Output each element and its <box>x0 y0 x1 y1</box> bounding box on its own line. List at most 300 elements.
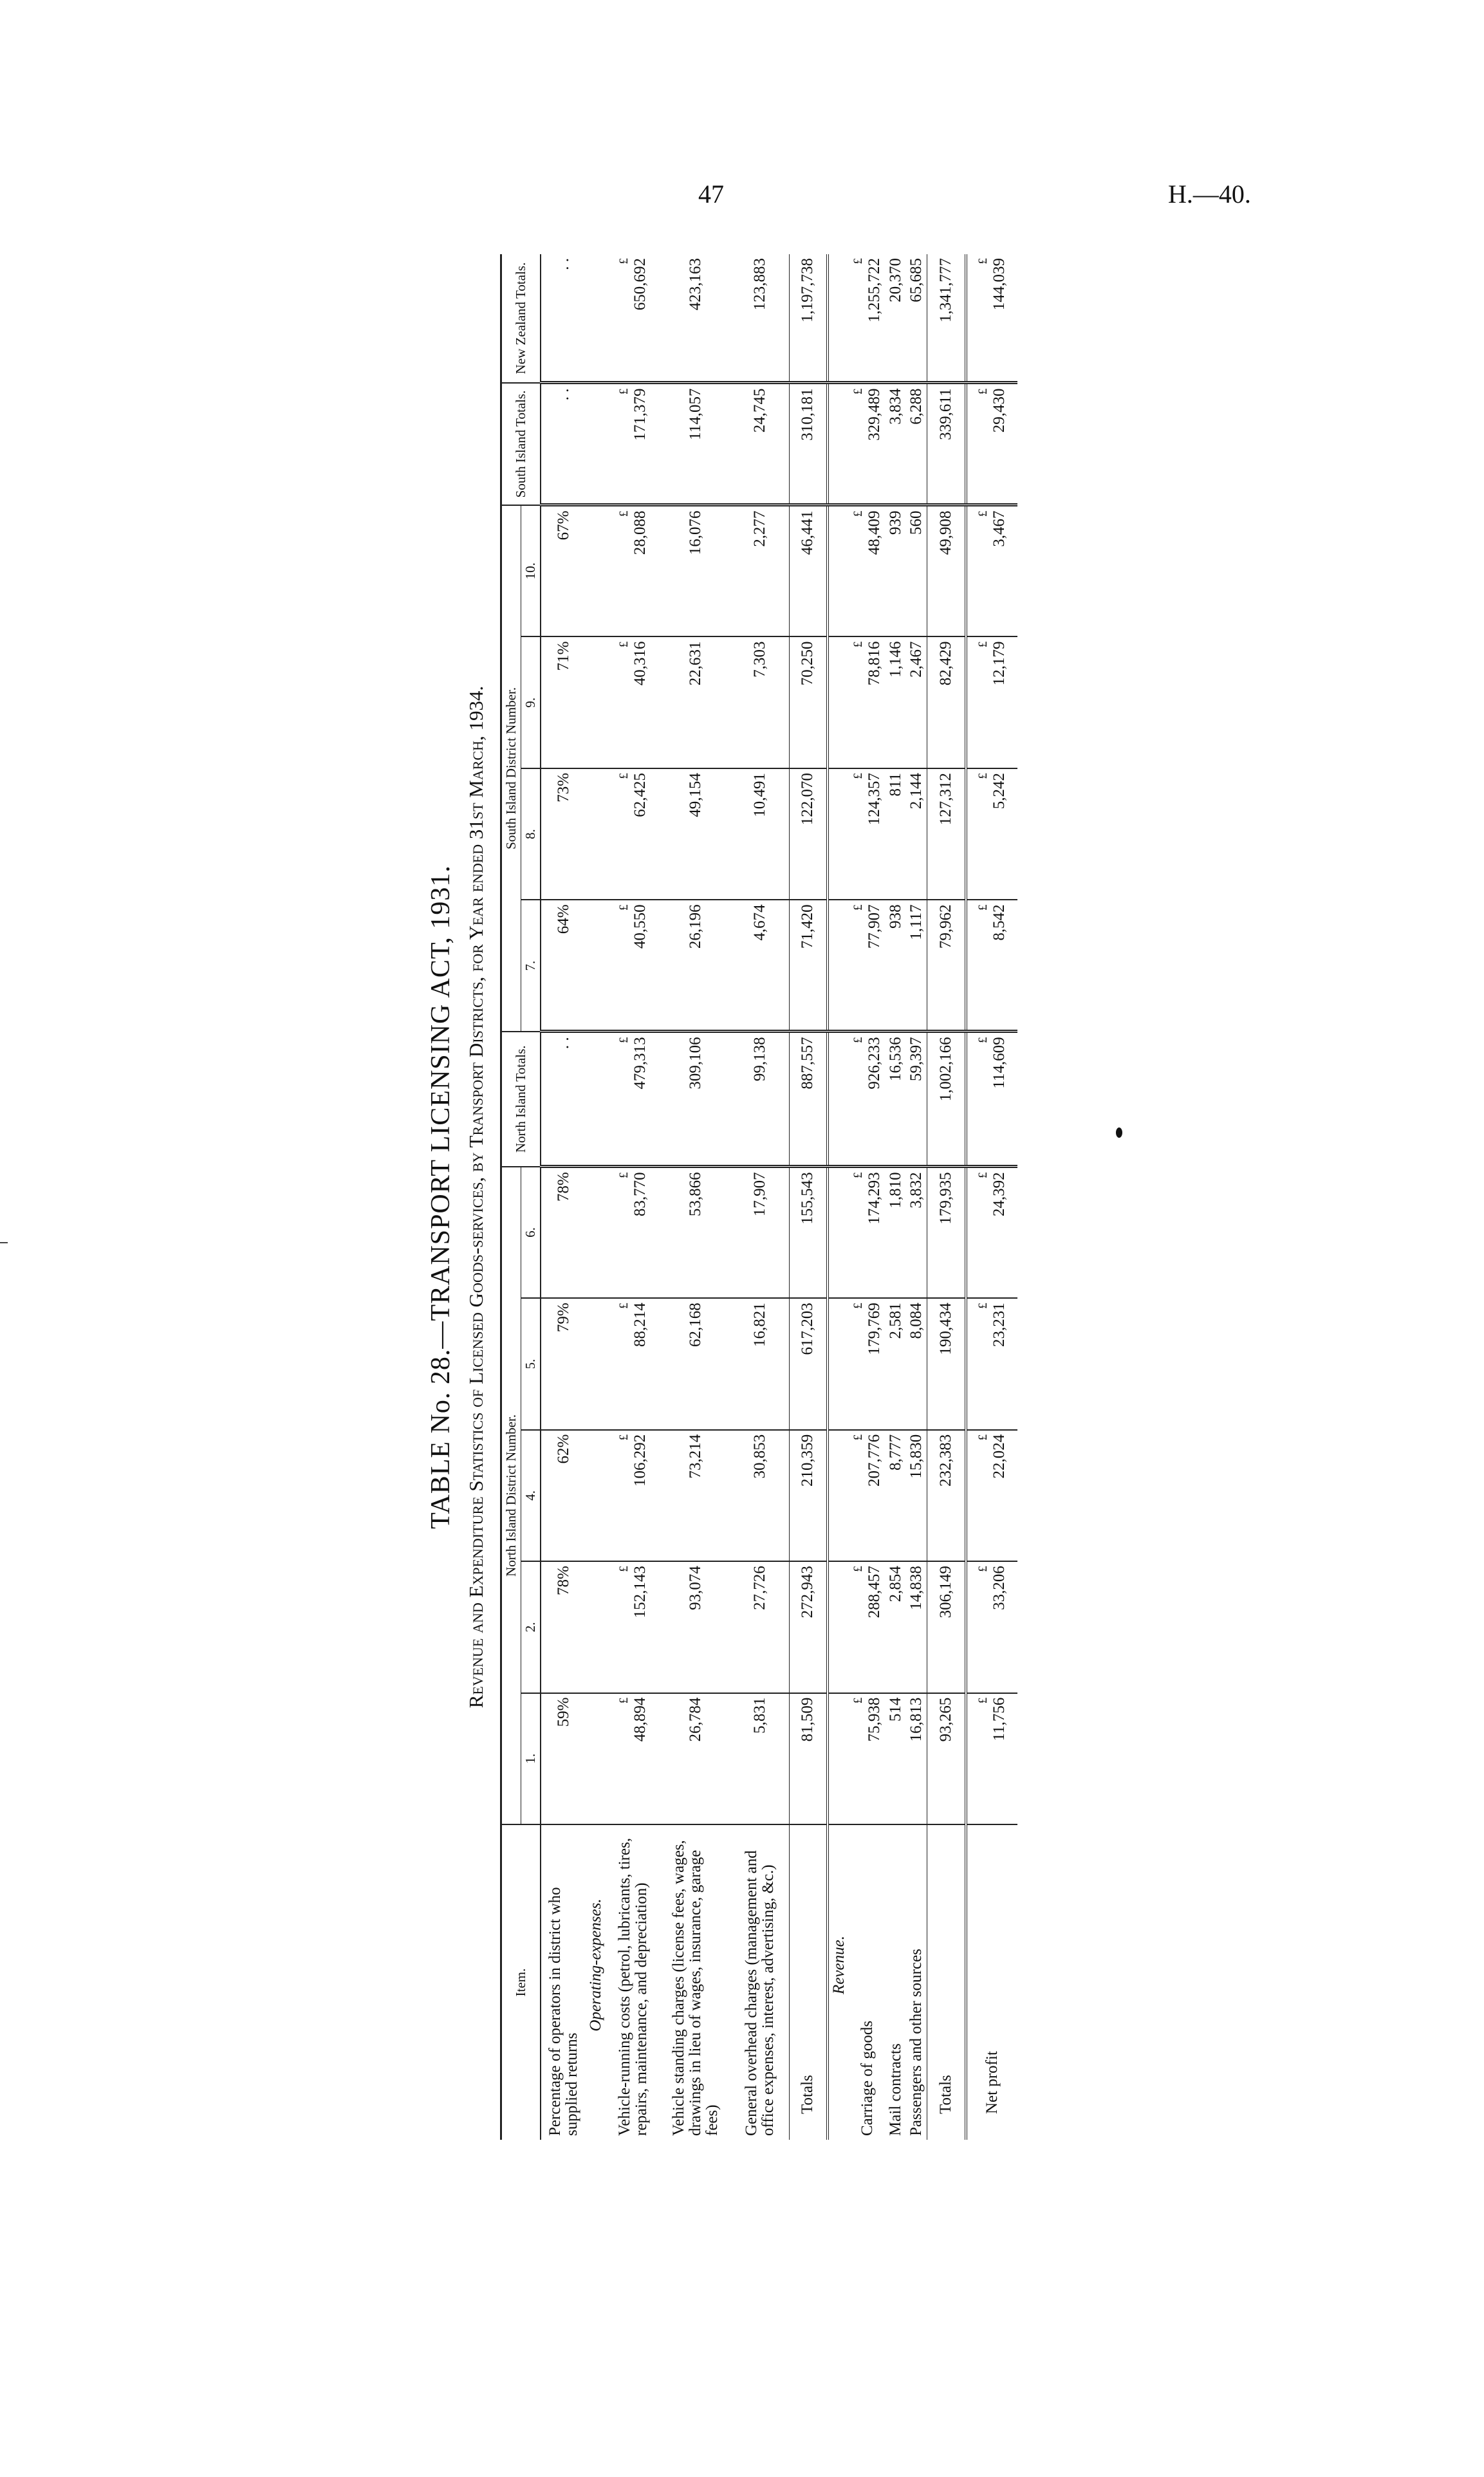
value-text: 83,770 <box>631 1172 649 1217</box>
value-text: 6,288 <box>907 388 925 425</box>
row-label: Vehicle standing charges (license fees, wages, drawings in lieu of wages, insurance, garage fees) <box>670 1840 721 2136</box>
value-cell <box>927 254 966 383</box>
currency-symbol: £ <box>617 1566 631 1572</box>
value-cell <box>541 1032 586 1167</box>
table-row-rev-totals <box>927 254 966 2140</box>
value-cell <box>606 900 660 1031</box>
currency-symbol: £ <box>976 1566 990 1572</box>
value-cell <box>541 1298 586 1429</box>
value-text: 73,214 <box>687 1434 704 1479</box>
value-text: 1,146 <box>887 641 904 678</box>
value-cell <box>789 637 828 768</box>
value-text: 14,838 <box>907 1566 925 1610</box>
currency-symbol: £ <box>617 1172 631 1178</box>
value-cell <box>849 1167 886 1298</box>
value-text: 155,543 <box>799 1172 817 1225</box>
value-text: 3,467 <box>990 510 1008 547</box>
value-cell <box>789 768 828 900</box>
district-7-header: 7. <box>521 900 541 1031</box>
value-cell <box>927 1298 966 1429</box>
value-cell <box>789 383 828 505</box>
value-cell <box>660 383 731 505</box>
currency-symbol: £ <box>976 510 990 517</box>
district-8-header: 8. <box>521 768 541 900</box>
empty-cell <box>586 1561 606 1693</box>
value-cell <box>966 383 1017 505</box>
value-cell <box>886 1693 906 1824</box>
value-text: 3,834 <box>887 388 904 425</box>
statistics-table <box>500 254 1017 2140</box>
value-text: 207,776 <box>866 1434 883 1487</box>
value-cell <box>731 768 789 900</box>
south-island-group-header: South Island District Number. <box>501 505 521 1032</box>
value-text: 16,821 <box>750 1303 768 1347</box>
value-cell <box>731 383 789 505</box>
value-text: 1,341,777 <box>936 258 954 322</box>
value-cell <box>927 383 966 505</box>
currency-symbol: £ <box>976 1303 990 1309</box>
value-text: 811 <box>887 772 904 797</box>
currency-symbol: £ <box>851 904 865 911</box>
value-text: 306,149 <box>936 1566 954 1619</box>
currency-symbol: £ <box>851 258 865 264</box>
value-text: 329,489 <box>866 388 883 441</box>
value-cell <box>906 1430 927 1561</box>
value-text: 12,179 <box>990 641 1008 686</box>
value-cell <box>606 1693 660 1824</box>
value-cell <box>789 1561 828 1693</box>
value-text: 127,312 <box>936 772 954 826</box>
value-text: 650,692 <box>631 258 649 311</box>
row-label: Net profit <box>983 2051 1001 2114</box>
value-text: 11,756 <box>990 1697 1008 1741</box>
value-text: 75,938 <box>866 1697 883 1742</box>
empty-cell <box>828 1298 849 1429</box>
value-text: 232,383 <box>936 1434 954 1487</box>
value-text: 79,962 <box>936 904 954 949</box>
value-text: 179,935 <box>936 1172 954 1225</box>
value-text: 309,106 <box>687 1037 704 1090</box>
value-cell <box>660 505 731 637</box>
value-text: 48,894 <box>631 1697 649 1742</box>
value-cell <box>731 1167 789 1298</box>
value-cell <box>927 1167 966 1298</box>
value-text: 887,557 <box>799 1037 817 1090</box>
value-text: 65,685 <box>907 258 925 302</box>
value-cell <box>886 505 906 637</box>
table-row-net-profit <box>966 254 1017 2140</box>
empty-cell <box>828 768 849 900</box>
row-label: Percentage of operators in district who supplied returns <box>546 1887 580 2136</box>
value-text: 82,429 <box>936 641 954 686</box>
value-cell <box>886 1032 906 1167</box>
currency-symbol: £ <box>976 772 990 779</box>
value-text: 1,117 <box>907 904 925 940</box>
currency-symbol: £ <box>976 904 990 911</box>
value-text: 938 <box>887 904 904 929</box>
empty-cell <box>828 1032 849 1167</box>
value-cell <box>660 900 731 1031</box>
value-text: 5,831 <box>750 1697 768 1734</box>
value-text: 16,813 <box>907 1697 925 1742</box>
value-text: 288,457 <box>866 1566 883 1619</box>
value-text: 114,057 <box>687 388 704 440</box>
value-text: 479,313 <box>631 1037 649 1090</box>
value-text: 78,816 <box>866 641 883 686</box>
value-cell <box>927 1693 966 1824</box>
empty-cell <box>586 1298 606 1429</box>
value-text: 15,830 <box>907 1434 925 1479</box>
value-text: . . <box>554 388 572 401</box>
value-cell <box>660 1298 731 1429</box>
currency-symbol: £ <box>851 1172 865 1178</box>
value-text: 67% <box>554 510 572 541</box>
value-text: 2,467 <box>907 641 925 678</box>
value-text: 24,392 <box>990 1172 1008 1217</box>
value-text: 49,154 <box>687 772 704 817</box>
row-label: Carriage of goods <box>858 2020 876 2136</box>
value-text: 7,303 <box>750 641 768 678</box>
value-cell <box>606 1430 660 1561</box>
value-cell <box>906 505 927 637</box>
new-zealand-totals-header: New Zealand Totals. <box>501 254 541 383</box>
empty-cell <box>828 900 849 1031</box>
value-text: . . <box>554 1037 572 1050</box>
value-cell <box>927 505 966 637</box>
value-cell <box>731 1298 789 1429</box>
row-label: Totals <box>927 1824 966 2140</box>
revenue-heading-text: Revenue. <box>830 1936 848 1994</box>
row-label: Passengers and other sources <box>907 1949 925 2136</box>
value-cell <box>789 1693 828 1824</box>
value-text: 123,883 <box>750 258 768 311</box>
value-text: 99,138 <box>750 1037 768 1082</box>
value-text: 81,509 <box>799 1697 817 1742</box>
value-text: 22,631 <box>687 641 704 686</box>
value-cell <box>886 637 906 768</box>
currency-symbol: £ <box>976 641 990 647</box>
value-text: 8,084 <box>907 1303 925 1339</box>
value-cell <box>966 1561 1017 1693</box>
table-subtitle: Revenue and Expenditure Statistics of Licensed Goods-services, by Transport Districts, for Year ended 31st March, 1934. <box>465 685 487 1709</box>
item-header: Item. <box>501 1824 541 2140</box>
value-text: 2,854 <box>887 1566 904 1602</box>
value-cell <box>906 1298 927 1429</box>
north-island-group-header: North Island District Number. <box>501 1167 521 1824</box>
district-9-header: 9. <box>521 637 541 768</box>
empty-cell <box>586 1693 606 1824</box>
row-label: Vehicle-running costs (petrol, lubricants, tires, repairs, maintenance, and depreciation) <box>616 1837 650 2136</box>
value-cell <box>966 1693 1017 1824</box>
value-text: 114,609 <box>990 1037 1008 1089</box>
empty-cell <box>586 254 606 383</box>
value-text: 152,143 <box>631 1566 649 1619</box>
value-text: 122,070 <box>799 772 817 826</box>
value-text: 4,674 <box>750 904 768 941</box>
value-cell <box>886 768 906 900</box>
value-cell <box>660 1430 731 1561</box>
value-text: 24,745 <box>750 388 768 433</box>
value-text: 3,832 <box>907 1172 925 1209</box>
value-cell <box>906 1561 927 1693</box>
value-cell <box>966 1032 1017 1167</box>
value-text: 179,769 <box>866 1303 883 1355</box>
value-text: 617,203 <box>799 1303 817 1355</box>
value-cell <box>731 1561 789 1693</box>
value-cell <box>886 1561 906 1693</box>
value-cell <box>906 768 927 900</box>
currency-symbol: £ <box>851 1037 865 1043</box>
value-text: 23,231 <box>990 1303 1008 1347</box>
currency-symbol: £ <box>617 904 631 911</box>
value-cell <box>789 1430 828 1561</box>
empty-cell <box>828 1430 849 1561</box>
value-text: 79% <box>554 1303 572 1333</box>
district-5-header: 5. <box>521 1298 541 1429</box>
document-code: H.—40. <box>1168 180 1251 209</box>
value-text: 8,542 <box>990 904 1008 941</box>
value-text: 17,907 <box>750 1172 768 1217</box>
value-text: 272,943 <box>799 1566 817 1619</box>
value-cell <box>731 900 789 1031</box>
currency-symbol: £ <box>617 258 631 264</box>
value-text: 16,076 <box>687 510 704 555</box>
value-text: 26,784 <box>687 1697 704 1742</box>
currency-symbol: £ <box>851 1303 865 1309</box>
value-cell <box>886 383 906 505</box>
empty-cell <box>586 637 606 768</box>
value-cell <box>886 1167 906 1298</box>
value-cell <box>927 637 966 768</box>
currency-symbol: £ <box>851 772 865 779</box>
value-cell <box>606 768 660 900</box>
value-cell <box>731 637 789 768</box>
currency-symbol: £ <box>851 641 865 647</box>
value-text: 5,242 <box>990 772 1008 810</box>
value-text: 423,163 <box>687 258 704 311</box>
table-row-carriage <box>849 254 886 2140</box>
value-text: 174,293 <box>866 1172 883 1225</box>
value-text: 71,420 <box>799 904 817 949</box>
value-text: 33,206 <box>990 1566 1008 1610</box>
district-4-header: 4. <box>521 1430 541 1561</box>
value-cell <box>541 383 586 505</box>
value-cell <box>660 254 731 383</box>
value-text: 62% <box>554 1434 572 1464</box>
value-cell <box>966 1430 1017 1561</box>
currency-symbol: £ <box>976 388 990 394</box>
table-row-passengers <box>906 254 927 2140</box>
empty-cell <box>828 637 849 768</box>
currency-symbol: £ <box>851 388 865 394</box>
value-cell <box>789 254 828 383</box>
currency-symbol: £ <box>617 641 631 647</box>
value-cell <box>886 254 906 383</box>
value-cell <box>541 1167 586 1298</box>
value-text: 26,196 <box>687 904 704 949</box>
currency-symbol: £ <box>617 1037 631 1043</box>
value-text: 73% <box>554 772 572 802</box>
value-cell <box>789 900 828 1031</box>
value-cell <box>927 768 966 900</box>
empty-cell <box>586 505 606 637</box>
value-text: 339,611 <box>936 388 954 440</box>
value-text: 27,726 <box>750 1566 768 1610</box>
value-text: 190,434 <box>936 1303 954 1355</box>
district-10-header: 10. <box>521 505 541 637</box>
value-text: 59% <box>554 1697 572 1727</box>
value-cell <box>849 900 886 1031</box>
value-cell <box>849 768 886 900</box>
value-text: 53,866 <box>687 1172 704 1217</box>
value-text: 48,409 <box>866 510 883 555</box>
value-text: 71% <box>554 641 572 671</box>
value-text: 939 <box>887 510 904 535</box>
value-cell <box>849 637 886 768</box>
value-cell <box>606 1298 660 1429</box>
table-row-standing <box>660 254 731 2140</box>
currency-symbol: £ <box>976 1172 990 1178</box>
value-cell <box>606 1167 660 1298</box>
value-cell <box>966 768 1017 900</box>
value-cell <box>927 1430 966 1561</box>
value-cell <box>660 1032 731 1167</box>
empty-cell <box>828 1167 849 1298</box>
value-text: 20,370 <box>887 258 904 302</box>
value-text: 16,536 <box>887 1037 904 1082</box>
value-text: 93,265 <box>936 1697 954 1742</box>
value-cell <box>660 637 731 768</box>
value-text: 64% <box>554 904 572 934</box>
value-cell <box>731 1693 789 1824</box>
rotated-table-block <box>422 254 1071 2140</box>
currency-symbol: £ <box>851 510 865 517</box>
value-text: 2,144 <box>907 772 925 810</box>
empty-cell <box>586 900 606 1031</box>
value-cell <box>906 383 927 505</box>
value-cell <box>606 1561 660 1693</box>
currency-symbol: £ <box>976 1037 990 1043</box>
value-cell <box>660 1693 731 1824</box>
value-cell <box>731 1032 789 1167</box>
empty-cell <box>586 1167 606 1298</box>
value-text: 1,810 <box>887 1172 904 1209</box>
revenue-heading <box>828 254 849 2140</box>
value-cell <box>966 637 1017 768</box>
currency-symbol: £ <box>617 1697 631 1704</box>
scan-mark <box>1116 1127 1122 1138</box>
value-cell <box>541 768 586 900</box>
value-cell <box>541 254 586 383</box>
value-text: 40,316 <box>631 641 649 686</box>
value-cell <box>731 505 789 637</box>
value-cell <box>906 1693 927 1824</box>
value-cell <box>849 1561 886 1693</box>
value-cell <box>541 637 586 768</box>
value-cell <box>541 1430 586 1561</box>
operating-expenses-heading-text: Operating-expenses. <box>587 1898 604 2032</box>
value-cell <box>966 900 1017 1031</box>
value-cell <box>966 1298 1017 1429</box>
value-cell <box>541 1561 586 1693</box>
value-cell <box>966 254 1017 383</box>
value-text: 2,581 <box>887 1303 904 1339</box>
value-cell <box>541 900 586 1031</box>
value-cell <box>541 1693 586 1824</box>
value-text: 1,002,166 <box>936 1037 954 1102</box>
value-cell <box>606 1032 660 1167</box>
value-cell <box>966 1167 1017 1298</box>
value-cell <box>606 505 660 637</box>
value-cell <box>886 1430 906 1561</box>
value-cell <box>789 1167 828 1298</box>
south-island-totals-header: South Island Totals. <box>501 383 541 505</box>
value-text: 560 <box>907 510 925 535</box>
value-cell <box>886 1298 906 1429</box>
value-text: 78% <box>554 1566 572 1595</box>
table-row-vehicle-running <box>606 254 660 2140</box>
value-cell <box>906 1167 927 1298</box>
value-text: 59,397 <box>907 1037 925 1082</box>
value-cell <box>731 1430 789 1561</box>
value-text: 29,430 <box>990 388 1008 433</box>
row-label: Totals <box>789 1824 828 2140</box>
value-cell <box>606 383 660 505</box>
value-text: . . <box>554 258 572 270</box>
value-cell <box>966 505 1017 637</box>
currency-symbol: £ <box>976 1697 990 1704</box>
value-cell <box>660 1561 731 1693</box>
value-cell <box>849 1032 886 1167</box>
value-text: 514 <box>887 1697 904 1722</box>
value-text: 144,039 <box>990 258 1008 311</box>
value-cell <box>906 637 927 768</box>
value-cell <box>789 1298 828 1429</box>
currency-symbol: £ <box>976 1434 990 1441</box>
row-label: Mail contracts <box>887 2043 904 2136</box>
value-text: 10,491 <box>750 772 768 817</box>
currency-symbol: £ <box>851 1697 865 1704</box>
empty-cell <box>828 1561 849 1693</box>
value-cell <box>789 1032 828 1167</box>
value-text: 310,181 <box>799 388 817 441</box>
margin-tick <box>0 1242 8 1243</box>
currency-symbol: £ <box>976 258 990 264</box>
table-row-mail <box>886 254 906 2140</box>
value-cell <box>731 254 789 383</box>
value-text: 22,024 <box>990 1434 1008 1479</box>
empty-cell <box>828 383 849 505</box>
table-row-percentage <box>541 254 586 2140</box>
value-cell <box>606 254 660 383</box>
value-text: 210,359 <box>799 1434 817 1487</box>
value-cell <box>660 1167 731 1298</box>
empty-cell <box>828 1693 849 1824</box>
value-cell <box>906 900 927 1031</box>
value-text: 171,379 <box>631 388 649 441</box>
empty-cell <box>586 768 606 900</box>
value-text: 77,907 <box>866 904 883 949</box>
value-cell <box>541 505 586 637</box>
table-row-overhead <box>731 254 789 2140</box>
empty-cell <box>828 254 849 383</box>
value-text: 30,853 <box>750 1434 768 1479</box>
value-text: 70,250 <box>799 641 817 686</box>
value-text: 93,074 <box>687 1566 704 1610</box>
currency-symbol: £ <box>617 388 631 394</box>
district-1-header: 1. <box>521 1693 541 1824</box>
value-cell <box>849 383 886 505</box>
